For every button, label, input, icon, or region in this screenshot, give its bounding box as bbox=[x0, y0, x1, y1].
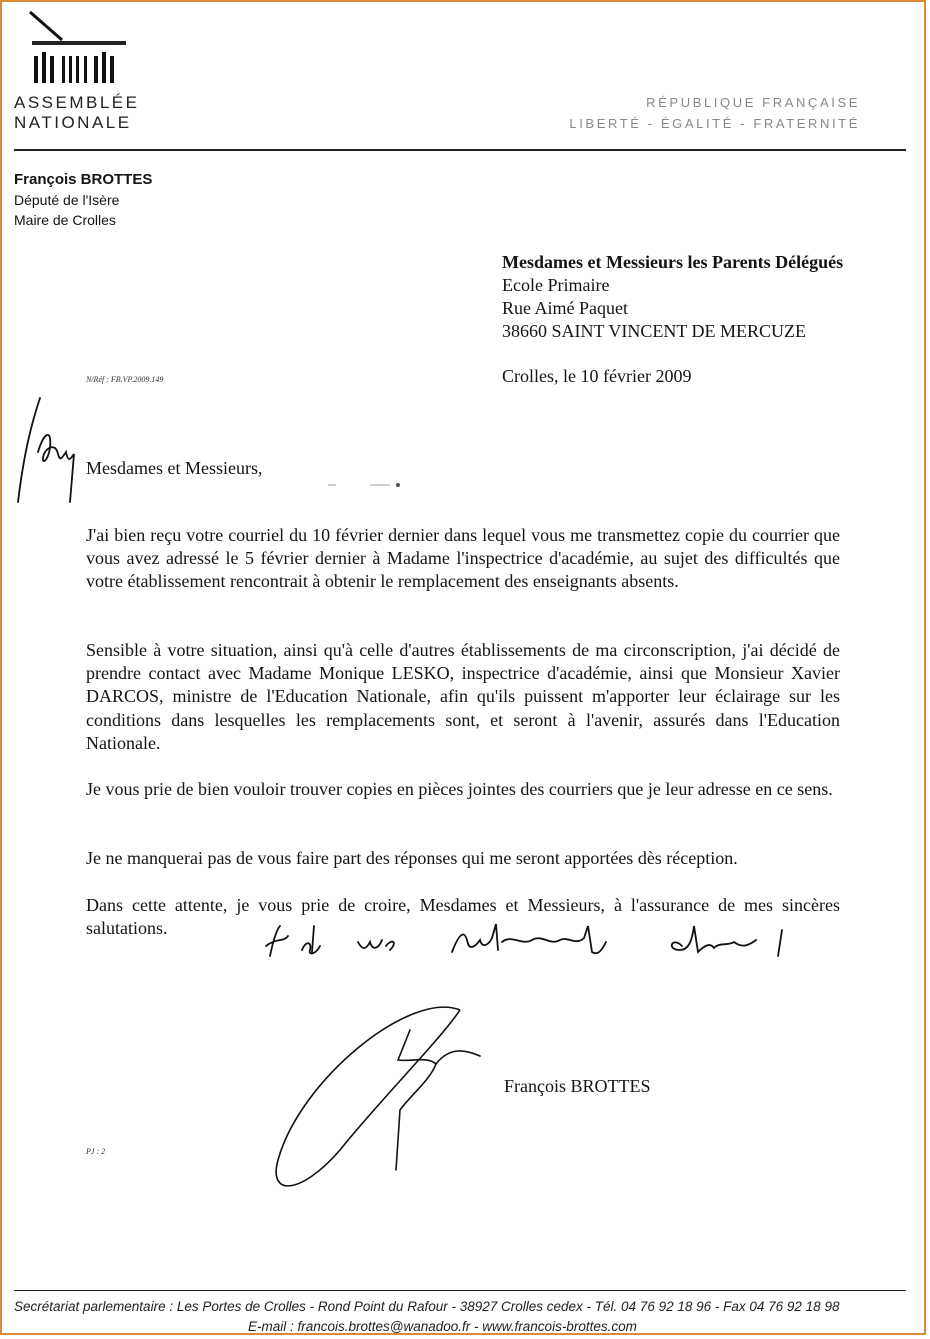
scan-mark bbox=[326, 480, 406, 490]
recipient-address bbox=[502, 251, 843, 343]
assembly-name-line-2: NATIONALE bbox=[14, 113, 132, 132]
reference-number: N/Réf : FB.VP.2009.149 bbox=[86, 375, 164, 384]
handwritten-greeting bbox=[10, 392, 82, 512]
recipient-line-3: Rue Aimé Paquet bbox=[502, 298, 628, 318]
body-paragraph-3: Je vous prie de bien vouloir trouver copies en pièces jointes des courriers que je leur adresse en ce sens. bbox=[86, 779, 833, 799]
sender-name: François BROTTES bbox=[14, 171, 153, 188]
sender-title-1: Député de l'Isère bbox=[14, 192, 120, 208]
salutation: Mesdames et Messieurs, bbox=[86, 458, 263, 478]
handwritten-addition bbox=[262, 916, 822, 966]
assemblee-nationale-logo bbox=[18, 8, 128, 90]
body-paragraph-2: Sensible à votre situation, ainsi qu'à celle d'autres établissements de ma circonscription, j'ai décidé de prendre contact avec Madame Monique LESKO, inspectrice d'académie, ainsi que Monsieur Xavier DARCOS, ministre de l'Education Nationale, afin qu'ils puissent m'apporter leur éclairage sur les conditions dans lesquelles les remplacements sont, et seront à l'avenir, assurés dans l'Education Nationale. bbox=[86, 640, 840, 753]
body-paragraph-4: Je ne manquerai pas de vous faire part des réponses qui me seront apportées dès réception. bbox=[86, 848, 738, 868]
body-paragraph-5: Dans cette attente, je vous prie de croire, Mesdames et Messieurs, à l'assurance de mes sincères salutations. bbox=[86, 895, 840, 939]
footer-address: Secrétariat parlementaire : Les Portes de Crolles - Rond Point du Rafour - 38927 Crolles cedex - Tél. 04 76 92 18 96 - Fax 04 76 92 18 98 bbox=[14, 1299, 840, 1314]
recipient-line-4: 38660 SAINT VINCENT DE MERCUZE bbox=[502, 321, 807, 341]
footer-divider bbox=[14, 1290, 906, 1291]
republic-title: RÉPUBLIQUE FRANÇAISE bbox=[646, 95, 860, 110]
republic-motto-line: LIBERTÉ - ÉGALITÉ - FRATERNITÉ bbox=[569, 116, 860, 131]
sender-block bbox=[14, 170, 152, 230]
footer bbox=[14, 1297, 914, 1337]
header-divider bbox=[14, 149, 906, 151]
signature bbox=[260, 1000, 500, 1200]
enclosures: PJ : 2 bbox=[86, 1147, 106, 1156]
republic-motto bbox=[569, 92, 860, 134]
assembly-name bbox=[14, 93, 140, 133]
letter-date: Crolles, le 10 février 2009 bbox=[502, 366, 692, 386]
body-paragraph-1: J'ai bien reçu votre courriel du 10 février dernier dans lequel vous me transmettez copie du courrier que vous avez adressé le 5 février dernier à Madame l'inspectrice d'académie, au sujet des difficultés que votre établissement rencontrait à obtenir le remplacement des enseignants absents. bbox=[86, 525, 840, 592]
recipient-line-2: Ecole Primaire bbox=[502, 275, 610, 295]
signatory-name: François BROTTES bbox=[504, 1076, 651, 1096]
sender-title-2: Maire de Crolles bbox=[14, 212, 116, 228]
footer-contact: E-mail : francois.brottes@wanadoo.fr - www.francois-brottes.com bbox=[248, 1319, 637, 1334]
assembly-name-line-1: ASSEMBLÉE bbox=[14, 93, 140, 112]
recipient-line-1: Mesdames et Messieurs les Parents Délégués bbox=[502, 252, 844, 272]
